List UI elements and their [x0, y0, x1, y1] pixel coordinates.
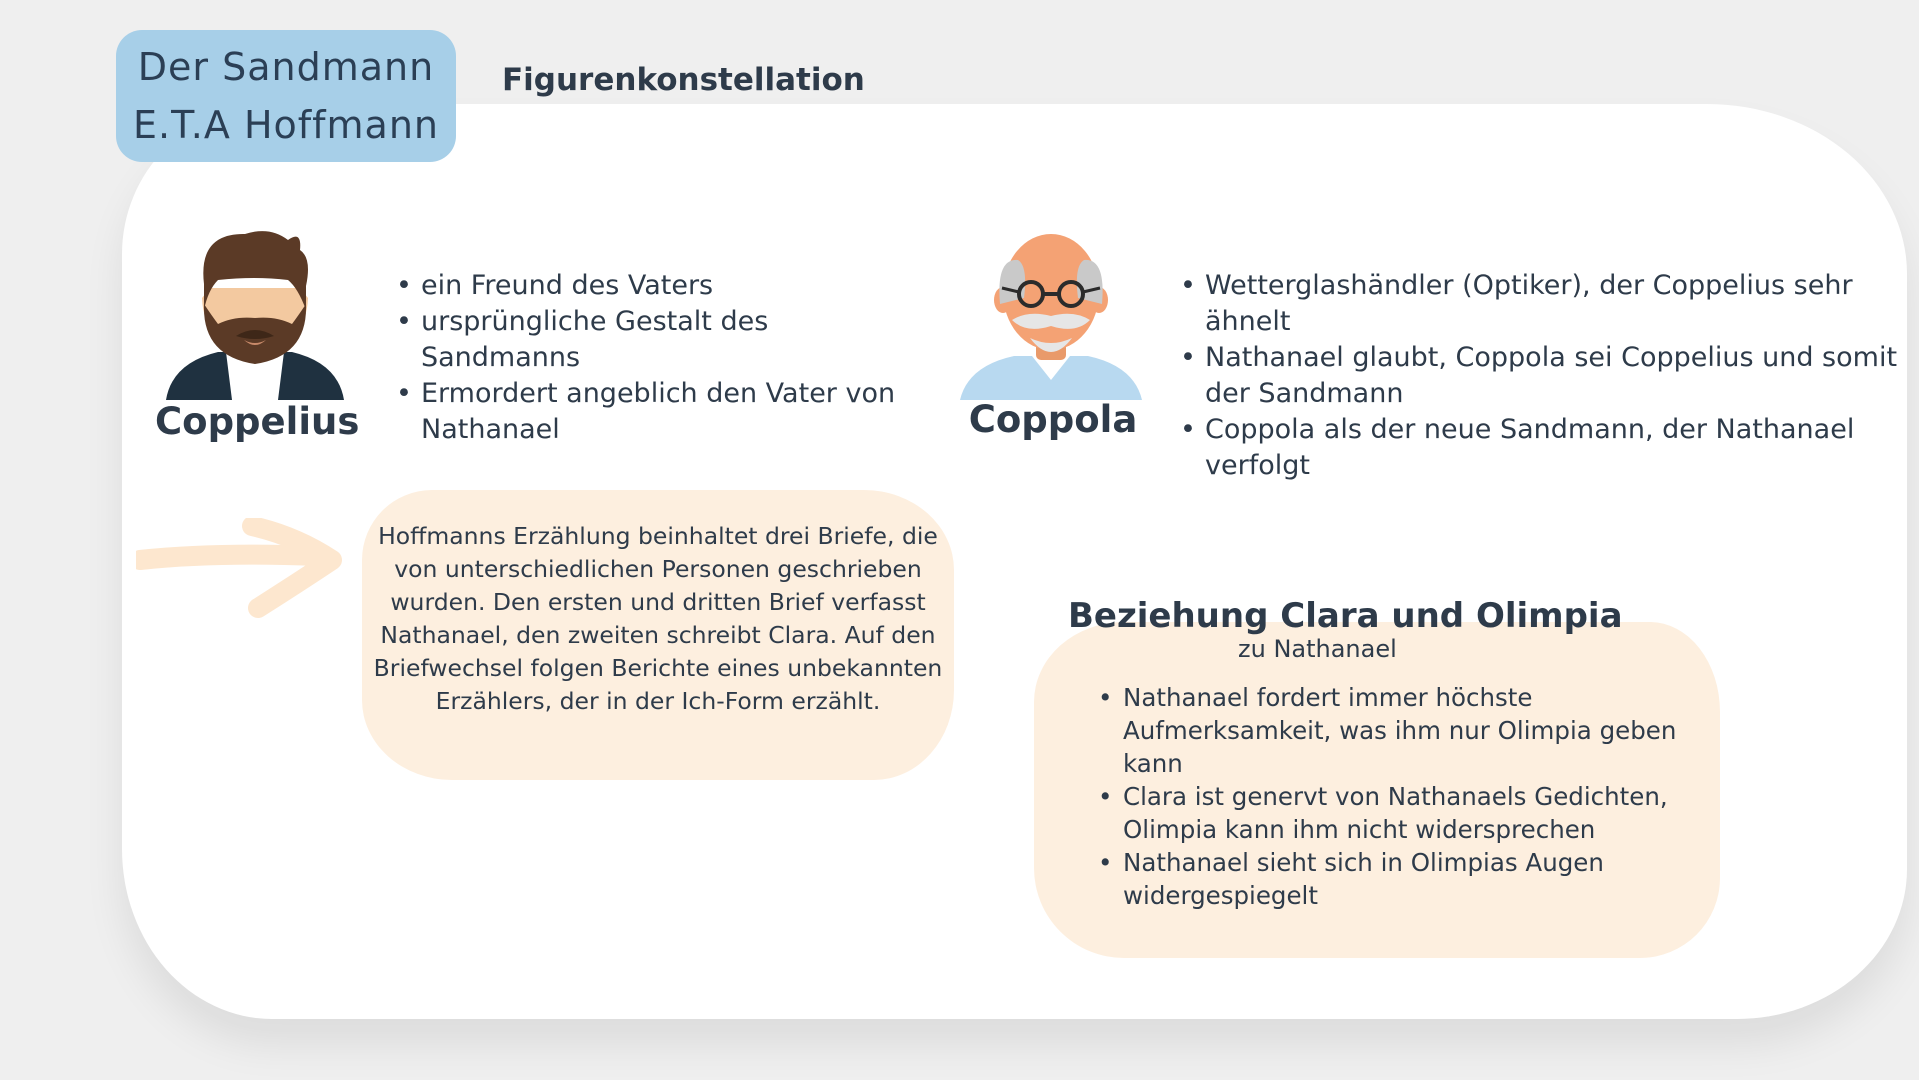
list-item: • Nathanael sieht sich in Olimpias Augen widergespiegelt — [1123, 846, 1703, 912]
bearded-man-icon — [160, 228, 350, 403]
list-item: • Clara ist genervt von Nathanaels Gedichten, Olimpia kann ihm nicht widersprechen — [1123, 780, 1703, 846]
letters-note-text: Hoffmanns Erzählung beinhaltet drei Briefe, die von unterschiedlichen Personen geschrieben wurden. Den ersten und dritten Brief verfasst Nathanael, den zweiten schreibt Clara. Auf den Briefwechsel folgen Berichte eines unbekannten Erzählers, der in der Ich-Form erzählt. — [373, 522, 943, 715]
list-item: • Wetterglashändler (Optiker), der Coppelius sehr ähnelt — [1205, 268, 1905, 340]
page-heading: Figurenkonstellation — [502, 62, 865, 98]
list-item: • Coppola als der neue Sandmann, der Nathanael verfolgt — [1205, 412, 1905, 484]
coppelius-name: Coppelius — [155, 400, 360, 443]
coppola-name: Coppola — [968, 398, 1138, 441]
title-badge — [116, 30, 456, 162]
coppola-points — [1180, 268, 1905, 484]
relationship-points — [1098, 681, 1703, 912]
list-item: • Ermordert angeblich den Vater von Nathanael — [421, 376, 901, 448]
relationship-title: Beziehung Clara und Olimpia — [1068, 596, 1623, 636]
coppelius-points — [396, 268, 901, 448]
old-man-glasses-icon — [958, 230, 1144, 402]
list-item: • ein Freund des Vaters — [421, 268, 901, 304]
title-line-1: Der Sandmann — [137, 45, 435, 89]
list-item: • Nathanael fordert immer höchste Aufmerksamkeit, was ihm nur Olimpia geben kann — [1123, 681, 1703, 780]
title-line-2: E.T.A Hoffmann — [133, 103, 439, 147]
arrow-right-icon — [136, 518, 346, 623]
list-item: • ursprüngliche Gestalt des Sandmanns — [421, 304, 901, 376]
list-item: • Nathanael glaubt, Coppola sei Coppelius und somit der Sandmann — [1205, 340, 1905, 412]
relationship-subtitle: zu Nathanael — [1238, 635, 1397, 663]
